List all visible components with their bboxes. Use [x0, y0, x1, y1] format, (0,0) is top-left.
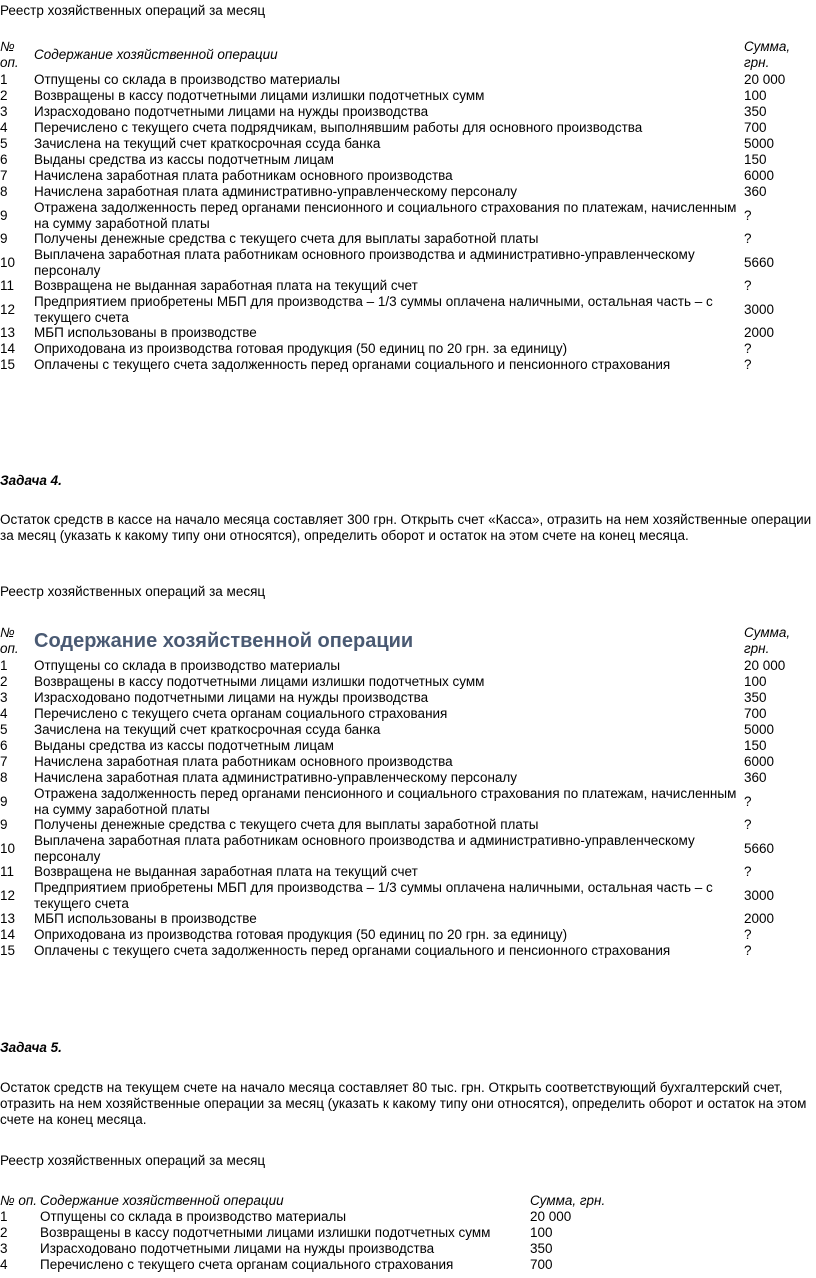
row-content: Предприятием приобретены МБП для производства – 1/3 суммы оплачена наличными, остальная часть – с текущего счета — [34, 294, 713, 325]
row-num: 15 — [0, 357, 16, 372]
row-content: МБП использованы в производстве — [34, 325, 257, 341]
row-content: Израсходовано подотчетными лицами на нужды производства — [34, 690, 429, 706]
row-content: Перечислено с текущего счета органам социального страхования — [34, 706, 448, 722]
table-row — [0, 231, 816, 247]
task-5-text: Остаток средств на текущем счете на начало месяца составляет 80 тыс. грн. Открыть соответствующий бухгалтерский счет, отразить на нем хозяйственные операции за месяц (указать к какому типу они относятся), определить оборот и остаток на этом счете на конец месяца. — [0, 1080, 807, 1127]
row-content: Возвращены в кассу подотчетными лицами излишки подотчетных сумм — [34, 674, 485, 690]
row-sum: 5660 — [744, 840, 775, 856]
row-content: Выплачена заработная плата работникам основного производства и административно-управленческому персоналу — [34, 247, 695, 278]
row-sum: 100 — [744, 88, 767, 103]
table-row — [0, 357, 816, 373]
row-sum: 6000 — [744, 754, 775, 769]
row-num: 4 — [0, 706, 8, 721]
row-num: 2 — [0, 1225, 8, 1240]
table-row — [0, 278, 816, 294]
row-num: 9 — [0, 231, 8, 246]
row-content: Начислена заработная плата работникам основного производства — [34, 754, 453, 770]
task-5-title: Задача 5. — [0, 1040, 62, 1055]
row-content: Возвращена не выданная заработная плата на текущий счет — [34, 278, 418, 294]
row-content: Получены денежные средства с текущего счета для выплаты заработной платы — [34, 231, 539, 247]
header-sum: Сумма, грн. — [744, 625, 791, 656]
row-sum: 350 — [744, 690, 767, 705]
operations-table — [0, 624, 816, 959]
table-row — [0, 200, 816, 231]
row-sum: 100 — [744, 674, 767, 689]
header-num: № оп. — [0, 1192, 38, 1208]
table-row — [0, 1241, 620, 1257]
row-sum: 350 — [530, 1241, 553, 1256]
row-sum: 2000 — [744, 325, 775, 340]
table-row — [0, 294, 816, 325]
row-num: 14 — [0, 341, 16, 356]
table-row — [0, 911, 816, 927]
row-num: 5 — [0, 722, 8, 737]
row-sum: ? — [744, 278, 752, 293]
row-num: 3 — [0, 1241, 8, 1256]
row-sum: 350 — [744, 104, 767, 119]
row-num: 1 — [0, 658, 8, 673]
row-content: Перечислено с текущего счета органам социального страхования — [40, 1257, 454, 1273]
row-num: 15 — [0, 943, 16, 958]
row-num: 13 — [0, 911, 16, 926]
row-num: 12 — [0, 301, 16, 317]
header-content: Содержание хозяйственной операции — [34, 47, 278, 62]
operations-table — [0, 38, 816, 373]
row-num: 8 — [0, 770, 8, 785]
row-num: 2 — [0, 674, 8, 689]
row-sum: ? — [744, 793, 752, 809]
table-header-row — [0, 38, 816, 72]
row-sum: 700 — [530, 1257, 553, 1272]
task-4-text: Остаток средств в кассе на начало месяца составляет 300 грн. Открыть счет «Касса», отразить на нем хозяйственные операции за месяц (указать к какому типу они относятся), определить оборот и остаток на этом счете на конец месяца. — [0, 512, 812, 543]
operations-table — [0, 1192, 620, 1273]
table-row — [0, 864, 816, 880]
row-content: Отражена задолженность перед органами пенсионного и социального страхования по платежам, начисленным на сумму заработной платы — [34, 200, 737, 231]
row-content: Начислена заработная плата административно-управленческому персоналу — [34, 184, 518, 200]
row-sum: 2000 — [744, 911, 775, 926]
row-num: 12 — [0, 887, 16, 903]
row-num: 1 — [0, 1209, 8, 1224]
row-sum: ? — [744, 207, 752, 223]
row-sum: 360 — [744, 184, 767, 199]
row-content: Предприятием приобретены МБП для производства – 1/3 суммы оплачена наличными, остальная часть – с текущего счета — [34, 880, 713, 911]
row-content: Израсходовано подотчетными лицами на нужды производства — [40, 1241, 435, 1257]
table-row — [0, 738, 816, 754]
row-sum: 5000 — [744, 722, 775, 737]
table-row — [0, 943, 816, 959]
row-num: 10 — [0, 840, 16, 856]
row-sum: 20 000 — [744, 72, 786, 87]
table-row — [0, 880, 816, 911]
table-row — [0, 104, 816, 120]
row-num: 4 — [0, 1257, 8, 1272]
row-sum: 5660 — [744, 254, 775, 270]
row-content: Выданы средства из кассы подотчетным лицам — [34, 738, 334, 754]
row-num: 8 — [0, 184, 8, 199]
row-num: 4 — [0, 120, 8, 135]
row-sum: ? — [744, 943, 752, 958]
table-row — [0, 72, 816, 88]
row-num: 2 — [0, 88, 8, 103]
row-content: Отражена задолженность перед органами пенсионного и социального страхования по платежам, начисленным на сумму заработной платы — [34, 786, 737, 817]
row-sum: 360 — [744, 770, 767, 785]
row-num: 7 — [0, 754, 8, 769]
row-num: 11 — [0, 278, 15, 293]
row-content: Отпущены со склада в производство материалы — [34, 72, 341, 88]
row-sum: 150 — [744, 738, 767, 753]
table-row — [0, 341, 816, 357]
register-caption: Реестр хозяйственных операций за месяц — [0, 1153, 266, 1168]
row-content: Зачислена на текущий счет краткосрочная ссуда банка — [34, 136, 381, 152]
row-sum: 100 — [530, 1225, 553, 1240]
header-content: Содержание хозяйственной операции — [40, 1192, 284, 1208]
row-content: Израсходовано подотчетными лицами на нужды производства — [34, 104, 429, 120]
table-row — [0, 136, 816, 152]
table-row — [0, 754, 816, 770]
row-num: 14 — [0, 927, 16, 942]
row-sum: ? — [744, 231, 752, 246]
row-content: Выплачена заработная плата работникам основного производства и административно-управленческому персоналу — [34, 833, 695, 864]
header-sum: Сумма, грн. — [744, 39, 791, 70]
table-row — [0, 1257, 620, 1273]
table-row — [0, 1225, 620, 1241]
row-sum: 20 000 — [744, 658, 786, 673]
row-sum: 3000 — [744, 301, 775, 317]
row-content: Отпущены со склада в производство материалы — [34, 658, 341, 674]
table-row — [0, 706, 816, 722]
row-num: 9 — [0, 793, 8, 809]
table-row — [0, 168, 816, 184]
table-row — [0, 120, 816, 136]
header-content: Содержание хозяйственной операции — [34, 630, 414, 652]
row-sum: 700 — [744, 120, 767, 135]
row-sum: 3000 — [744, 887, 775, 903]
row-sum: ? — [744, 817, 752, 832]
table-row — [0, 247, 816, 278]
table-row — [0, 152, 816, 168]
header-num: № оп. — [0, 625, 19, 656]
register-caption: Реестр хозяйственных операций за месяц — [0, 584, 266, 599]
table-row — [0, 658, 816, 674]
row-content: Зачислена на текущий счет краткосрочная ссуда банка — [34, 722, 381, 738]
table-row — [0, 927, 816, 943]
row-sum: 20 000 — [530, 1209, 572, 1224]
row-num: 6 — [0, 738, 8, 753]
table-row — [0, 833, 816, 864]
row-num: 7 — [0, 168, 8, 183]
row-content: Перечислено с текущего счета подрядчикам, выполнявшим работы для основного производства — [34, 120, 643, 136]
row-num: 11 — [0, 864, 15, 879]
table-row — [0, 770, 816, 786]
row-num: 3 — [0, 104, 8, 119]
table-header-row — [0, 1192, 620, 1209]
row-sum: ? — [744, 927, 752, 942]
table-row — [0, 722, 816, 738]
row-num: 9 — [0, 207, 8, 223]
table-row — [0, 325, 816, 341]
row-content: Получены денежные средства с текущего счета для выплаты заработной платы — [34, 817, 539, 833]
table-row — [0, 674, 816, 690]
row-num: 1 — [0, 72, 8, 87]
row-num: 9 — [0, 817, 8, 832]
row-num: 13 — [0, 325, 16, 340]
row-content: Начислена заработная плата административно-управленческому персоналу — [34, 770, 518, 786]
row-sum: 150 — [744, 152, 767, 167]
table-row — [0, 690, 816, 706]
row-content: Оприходована из производства готовая продукция (50 единиц по 20 грн. за единицу) — [34, 927, 568, 943]
table-row — [0, 184, 816, 200]
row-num: 6 — [0, 152, 8, 167]
row-content: Начислена заработная плата работникам основного производства — [34, 168, 453, 184]
table-row — [0, 786, 816, 817]
row-content: Возвращены в кассу подотчетными лицами излишки подотчетных сумм — [34, 88, 485, 104]
table-row — [0, 88, 816, 104]
row-num: 3 — [0, 690, 8, 705]
row-content: Выданы средства из кассы подотчетным лицам — [34, 152, 334, 168]
table-header-row — [0, 624, 816, 658]
row-sum: ? — [744, 864, 752, 879]
row-sum: 700 — [744, 706, 767, 721]
table-row — [0, 1209, 620, 1225]
row-content: Возвращена не выданная заработная плата на текущий счет — [34, 864, 418, 880]
row-sum: ? — [744, 357, 752, 372]
row-content: Оплачены с текущего счета задолженность перед органами социального и пенсионного страхования — [34, 943, 671, 959]
row-content: Отпущены со склада в производство материалы — [40, 1209, 347, 1225]
row-num: 5 — [0, 136, 8, 151]
row-content: Оплачены с текущего счета задолженность перед органами социального и пенсионного страхования — [34, 357, 671, 373]
header-sum: Сумма, грн. — [530, 1192, 606, 1208]
row-content: Оприходована из производства готовая продукция (50 единиц по 20 грн. за единицу) — [34, 341, 568, 357]
row-sum: 6000 — [744, 168, 775, 183]
row-content: МБП использованы в производстве — [34, 911, 257, 927]
row-num: 10 — [0, 254, 16, 270]
row-sum: 5000 — [744, 136, 775, 151]
register-caption: Реестр хозяйственных операций за месяц — [0, 3, 266, 18]
row-sum: ? — [744, 341, 752, 356]
table-row — [0, 817, 816, 833]
task-4-title: Задача 4. — [0, 473, 62, 488]
header-num: № оп. — [0, 39, 19, 70]
row-content: Возвращены в кассу подотчетными лицами излишки подотчетных сумм — [40, 1225, 491, 1241]
